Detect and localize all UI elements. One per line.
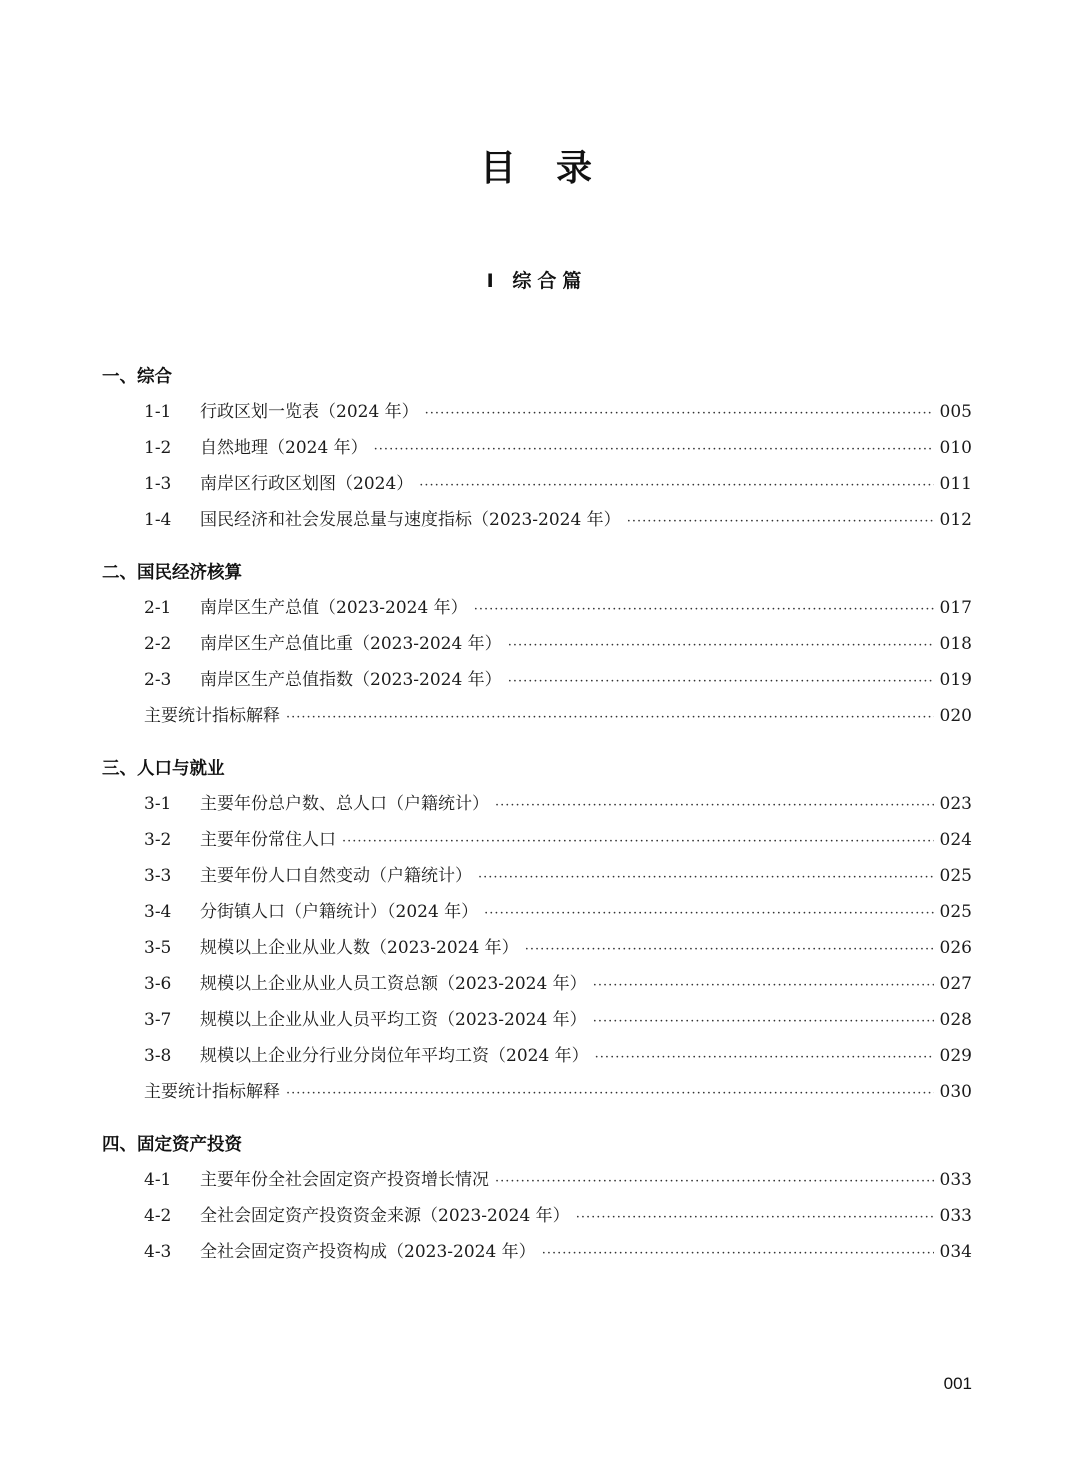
entry-title: 规模以上企业从业人员平均工资（2023-2024 年） bbox=[200, 1010, 587, 1030]
entry-title: 南岸区生产总值比重（2023-2024 年） bbox=[200, 634, 502, 654]
entry-page: 005 bbox=[939, 402, 972, 422]
toc-entry[interactable] bbox=[102, 930, 972, 966]
section-heading: 三、人口与就业 bbox=[102, 759, 225, 779]
toc-section bbox=[102, 752, 972, 1110]
entry-page: 011 bbox=[939, 474, 972, 494]
entry-number: 1-1 bbox=[144, 402, 172, 422]
dot-leader bbox=[495, 788, 934, 824]
entry-page: 034 bbox=[939, 1242, 972, 1262]
toc-entry[interactable] bbox=[102, 502, 972, 538]
toc-entry[interactable] bbox=[102, 662, 972, 698]
entry-title: 规模以上企业从业人员工资总额（2023-2024 年） bbox=[200, 974, 587, 994]
section-heading: 一、综合 bbox=[102, 367, 172, 387]
entry-title: 南岸区行政区划图（2024） bbox=[200, 474, 414, 494]
entry-page: 023 bbox=[939, 794, 972, 814]
entry-title: 全社会固定资产投资构成（2023-2024 年） bbox=[200, 1242, 536, 1262]
toc-entry[interactable] bbox=[102, 1074, 972, 1110]
dot-leader bbox=[576, 1200, 934, 1236]
entry-title: 规模以上企业分行业分岗位年平均工资（2024 年） bbox=[200, 1046, 589, 1066]
dot-leader bbox=[419, 468, 934, 504]
entry-number: 1-4 bbox=[144, 510, 172, 530]
entry-page: 012 bbox=[939, 510, 972, 530]
toc-entry[interactable] bbox=[102, 822, 972, 858]
dot-leader bbox=[286, 700, 934, 736]
entry-page: 024 bbox=[939, 830, 972, 850]
entry-page: 018 bbox=[939, 634, 972, 654]
toc-entry[interactable] bbox=[102, 894, 972, 930]
entry-page: 027 bbox=[939, 974, 972, 994]
toc-entry[interactable] bbox=[102, 786, 972, 822]
entry-number: 2-3 bbox=[144, 670, 172, 690]
dot-leader bbox=[286, 1076, 934, 1112]
entry-number: 4-1 bbox=[144, 1170, 172, 1190]
entry-title: 国民经济和社会发展总量与速度指标（2023-2024 年） bbox=[200, 510, 621, 530]
toc-section bbox=[102, 1128, 972, 1270]
page-title: 目 录 bbox=[479, 148, 594, 189]
dot-leader bbox=[425, 396, 934, 432]
dot-leader bbox=[508, 664, 934, 700]
toc-entry[interactable] bbox=[102, 1162, 972, 1198]
toc-entry[interactable] bbox=[102, 466, 972, 502]
entry-number: 3-6 bbox=[144, 974, 172, 994]
entry-title: 主要年份全社会固定资产投资增长情况 bbox=[200, 1170, 489, 1190]
toc-entry[interactable] bbox=[102, 394, 972, 430]
dot-leader bbox=[542, 1236, 934, 1272]
entry-title: 主要统计指标解释 bbox=[144, 1082, 280, 1102]
entry-page: 025 bbox=[939, 902, 972, 922]
dot-leader bbox=[627, 504, 934, 540]
entry-number: 2-1 bbox=[144, 598, 172, 618]
dot-leader bbox=[474, 592, 934, 628]
entry-title: 南岸区生产总值（2023-2024 年） bbox=[200, 598, 468, 618]
toc-entry[interactable] bbox=[102, 698, 972, 734]
toc-section bbox=[102, 360, 972, 538]
toc-entry[interactable] bbox=[102, 1038, 972, 1074]
entry-number: 3-5 bbox=[144, 938, 172, 958]
toc-entry[interactable] bbox=[102, 1002, 972, 1038]
entry-title: 分街镇人口（户籍统计）（2024 年） bbox=[200, 902, 479, 922]
section-heading: 四、固定资产投资 bbox=[102, 1135, 242, 1155]
entry-page: 019 bbox=[939, 670, 972, 690]
entry-page: 025 bbox=[939, 866, 972, 886]
toc-entry[interactable] bbox=[102, 1198, 972, 1234]
dot-leader bbox=[525, 932, 934, 968]
dot-leader bbox=[484, 896, 934, 932]
entry-number: 3-7 bbox=[144, 1010, 172, 1030]
dot-leader bbox=[593, 968, 934, 1004]
toc-entry[interactable] bbox=[102, 1234, 972, 1270]
toc-entry[interactable] bbox=[102, 590, 972, 626]
entry-page: 033 bbox=[939, 1206, 972, 1226]
entry-page: 017 bbox=[939, 598, 972, 618]
dot-leader bbox=[593, 1004, 934, 1040]
entry-title: 行政区划一览表（2024 年） bbox=[200, 402, 419, 422]
table-of-contents bbox=[102, 360, 972, 1288]
entry-page: 026 bbox=[939, 938, 972, 958]
entry-title: 主要年份总户数、总人口（户籍统计） bbox=[200, 794, 489, 814]
entry-title: 南岸区生产总值指数（2023-2024 年） bbox=[200, 670, 502, 690]
dot-leader bbox=[342, 824, 934, 860]
page-number: 001 bbox=[943, 1374, 972, 1393]
section-heading: 二、国民经济核算 bbox=[102, 563, 242, 583]
entry-page: 010 bbox=[939, 438, 972, 458]
entry-number: 3-1 bbox=[144, 794, 172, 814]
dot-leader bbox=[478, 860, 934, 896]
entry-page: 028 bbox=[939, 1010, 972, 1030]
entry-number: 1-3 bbox=[144, 474, 172, 494]
entry-number: 3-8 bbox=[144, 1046, 172, 1066]
toc-section bbox=[102, 556, 972, 734]
entry-title: 主要统计指标解释 bbox=[144, 706, 280, 726]
entry-number: 3-4 bbox=[144, 902, 172, 922]
entry-page: 033 bbox=[939, 1170, 972, 1190]
dot-leader bbox=[495, 1164, 934, 1200]
entry-number: 4-2 bbox=[144, 1206, 172, 1226]
dot-leader bbox=[508, 628, 934, 664]
entry-title: 全社会固定资产投资资金来源（2023-2024 年） bbox=[200, 1206, 570, 1226]
entry-number: 3-2 bbox=[144, 830, 172, 850]
entry-number: 3-3 bbox=[144, 866, 172, 886]
toc-entry[interactable] bbox=[102, 626, 972, 662]
entry-number: 1-2 bbox=[144, 438, 172, 458]
toc-entry[interactable] bbox=[102, 966, 972, 1002]
entry-number: 2-2 bbox=[144, 634, 172, 654]
toc-entry[interactable] bbox=[102, 430, 972, 466]
entry-title: 主要年份人口自然变动（户籍统计） bbox=[200, 866, 472, 886]
dot-leader bbox=[374, 432, 934, 468]
part-heading: Ⅰ 综合篇 bbox=[486, 270, 588, 292]
entry-title: 主要年份常住人口 bbox=[200, 830, 336, 850]
entry-number: 4-3 bbox=[144, 1242, 172, 1262]
entry-title: 规模以上企业从业人数（2023-2024 年） bbox=[200, 938, 519, 958]
entry-page: 029 bbox=[939, 1046, 972, 1066]
entry-title: 自然地理（2024 年） bbox=[200, 438, 368, 458]
entry-page: 030 bbox=[939, 1082, 972, 1102]
toc-entry[interactable] bbox=[102, 858, 972, 894]
dot-leader bbox=[595, 1040, 934, 1076]
entry-page: 020 bbox=[939, 706, 972, 726]
